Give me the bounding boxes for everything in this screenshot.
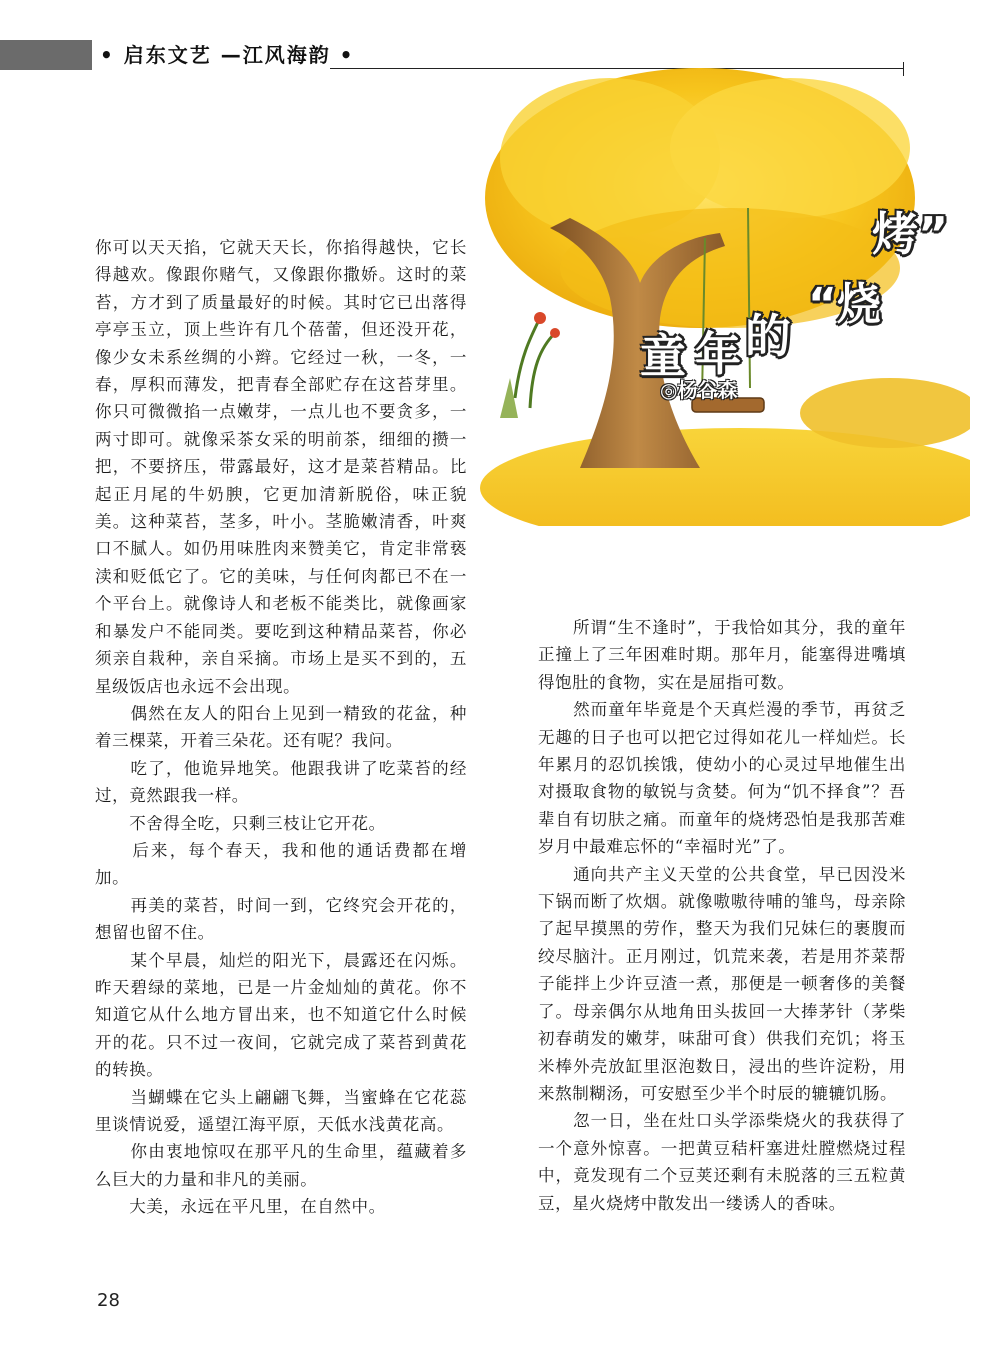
page-number: 28 bbox=[97, 1290, 120, 1311]
paragraph: 某个早晨，灿烂的阳光下，晨露还在闪烁。昨天碧绿的菜地，已是一片金灿灿的黄花。你不知道它从什么地方冒出来，也不知道它什么时候开的花。只不过一夜间，它就完成了菜苔到黄花的转换。 bbox=[95, 950, 467, 1080]
header-block bbox=[0, 40, 92, 70]
paragraph: 大美，永远在平凡里，在自然中。 bbox=[95, 1197, 386, 1217]
paragraph: 你可以天天掐，它就天天长，你掐得越快，它长得越欢。像跟你赌气，又像跟你撒娇。这时的菜苔，方才到了质量最好的时候。其时它已出落得亭亭玉立，顶上些许有几个蓓蕾，但还没开花，像少女未系丝绸的小辫。它经过一秋，一冬，一春，厚积而薄发，把青春全部贮存在这苔芽里。你只可微微掐一点嫩芽，一点儿也不要贪多，一两寸即可。就像采茶女采的明前茶，细细的攒一把，不要挤压，带露最好，这才是菜苔精品。比起正月尾的牛奶腴，它更加清新脱俗，味正貌美。这种菜苔，茎多，叶小。茎脆嫩清香，叶爽口不腻人。如仍用味胜肉来赞美它，肯定非常亵渎和贬低它了。它的美味，与任何肉都已不在一个平台上。就像诗人和老板不能类比，就像画家和暴发户不能同类。要吃到这种精品菜苔，你必须亲自栽种，亲自采摘。市场上是买不到的，五星级饭店也永远不会出现。 bbox=[95, 238, 467, 696]
title-char-shao: “烧 bbox=[808, 279, 881, 330]
title-char-de: 的 bbox=[745, 309, 791, 363]
article-author: ◎杨谷森 bbox=[660, 378, 738, 402]
title-char-tong: 童 bbox=[640, 329, 686, 383]
tree-swing-illustration bbox=[470, 68, 970, 526]
paragraph: 你由衷地惊叹在那平凡的生命里，蕴藏着多么巨大的力量和非凡的美丽。 bbox=[95, 1142, 467, 1189]
paragraph: 吃了，他诡异地笑。他跟我讲了吃菜苔的经过，竟然跟我一样。 bbox=[95, 758, 467, 806]
paragraph: 再美的菜苔，时间一到，它终究会开花的，想留也留不住。 bbox=[95, 895, 467, 943]
paragraph: 所谓“生不逢时”，于我恰如其分，我的童年正撞上了三年困难时期。那年月，能塞得进嘴填得饱肚的食物，实在是屈指可数。 bbox=[538, 618, 906, 692]
magazine-header-title: • 启东文艺 —江风海韵 • bbox=[100, 43, 355, 67]
title-char-kao: 烤” bbox=[872, 207, 949, 261]
paragraph: 后来，每个春天，我和他的通话费都在增加。 bbox=[95, 840, 467, 888]
paragraph: 然而童年毕竟是个天真烂漫的季节，再贫乏无趣的日子也可以把它过得如花儿一样灿烂。长年累月的忍饥挨饿，使幼小的心灵过早地催生出对摄取食物的敏锐与贪婪。何为“饥不择食”？吾辈自有切肤之痛。而童年的烧烤恐怕是我那苦难岁月中最难忘怀的“幸福时光”了。 bbox=[538, 700, 906, 857]
paragraph: 不舍得全吃，只剩三枝让它开花。 bbox=[95, 813, 386, 833]
paragraph: 忽一日，坐在灶口头学添柴烧火的我获得了一个意外惊喜。一把黄豆秸杆塞进灶膛燃烧过程中，竟发现有二个豆荚还剩有未脱落的三五粒黄豆，星火烧烤中散发出一缕诱人的香味。 bbox=[538, 1111, 906, 1213]
left-text-column bbox=[95, 234, 467, 1221]
title-char-nian: 年 bbox=[695, 327, 741, 381]
paragraph: 通向共产主义天堂的公共食堂，早已因没米下锅而断了炊烟。就像嗷嗷待哺的雏鸟，母亲除了起早摸黑的劳作，整天为我们兄妹仨的裹腹而绞尽脑汁。正月刚过，饥荒来袭，若是用芥菜帮子能拌上少许豆渣一煮，那便是一顿奢侈的美餐了。母亲偶尔从地角田头拔回一大捧茅针（茅柴初春萌发的嫩芽，味甜可食）供我们充饥；将玉米棒外壳放缸里沤泡数日，浸出的些许淀粉，用来熬制糊汤，可安慰至少半个时辰的辘辘饥肠。 bbox=[538, 864, 906, 1103]
paragraph: 当蝴蝶在它头上翩翩飞舞，当蜜蜂在它花蕊里谈情说爱，遥望江海平原，天低水浅黄花高。 bbox=[95, 1087, 467, 1134]
right-text-column bbox=[538, 614, 906, 1217]
paragraph: 偶然在友人的阳台上见到一精致的花盆，种着三棵菜，开着三朵花。还有呢？我问。 bbox=[95, 703, 467, 751]
